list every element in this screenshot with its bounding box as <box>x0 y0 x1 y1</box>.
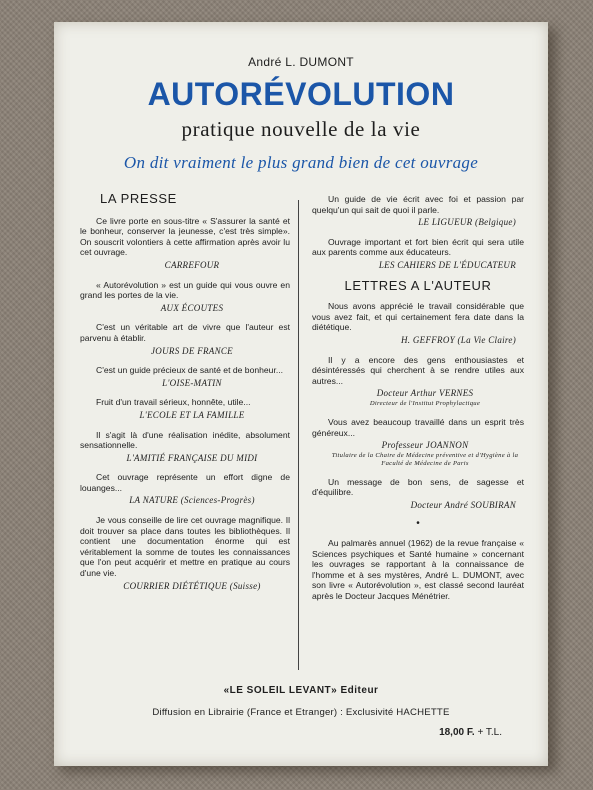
press-source: L'AMITIÉ FRANÇAISE DU MIDI <box>126 452 258 463</box>
press-heading: LA PRESSE <box>100 191 177 206</box>
press-quote: Ce livre porte en sous-titre « S'assurer la santé et le bonheur, conserver la jeunesse, c'est très simple». On souscrit volontiers à cette affirmation après avoir lu cet ouvrage. <box>80 215 290 258</box>
letter-source-block <box>326 440 524 468</box>
price-suffix: + T.L. <box>477 727 502 738</box>
press-quote: « Autorévolution » est un guide qui vous ouvre en grand les portes de la vie. <box>80 279 290 301</box>
press-source: AUX ÉCOUTES <box>160 302 224 313</box>
letter-quote: Il y a encore des gens enthousiastes et désintéressés qui cherchent à se rendre utiles aux autres... <box>312 354 524 386</box>
publisher-line: «LE SOLEIL LEVANT» Editeur <box>223 685 379 696</box>
press-quote: Ouvrage important et fort bien écrit qui sera utile aux parents comme aux éducateurs. <box>312 236 524 258</box>
letter-source: Professeur JOANNON <box>381 440 469 451</box>
letters-heading: LETTRES A L'AUTEUR <box>344 277 492 293</box>
column-divider <box>298 200 299 670</box>
press-quote: C'est un véritable art de vivre que l'auteur est parvenu à établir. <box>80 322 290 343</box>
price-tag <box>439 727 502 738</box>
press-quote: Je vous conseille de lire cet ouvrage magnifique. Il doit trouver sa place dans toutes les bibliothèques. Il contient une documentation énorme qui est véritablement la somme de toutes les connaissances que l'on peut acquérir et mettre en pratique au cours d'une vie. <box>80 515 290 579</box>
letter-quote: Un message de bon sens, de sagesse et d'équilibre. <box>312 476 524 498</box>
book-title: AUTORÉVOLUTION <box>147 76 455 112</box>
award-text: Au palmarès annuel (1962) de la revue française « Sciences psychiques et Santé humaine » concernant les ouvrages se rapportant à la connaissance de l'homme et à ses mystères, André L. DUMONT, avec son livre « Autorévolution », est classé second lauréat après le Docteur Jacques Ménétrier. <box>312 538 524 602</box>
press-quote: Il s'agit là d'une réalisation inédite, absolument sensationnelle. <box>80 429 290 451</box>
distribution-line: Diffusion en Librairie (France et Etranger) : Exclusivité HACHETTE <box>152 707 450 718</box>
press-source: L'ECOLE ET LA FAMILLE <box>139 409 245 420</box>
book-subtitle: pratique nouvelle de la vie <box>181 117 421 141</box>
bullet-separator: • <box>416 518 420 530</box>
press-source: L'OISE-MATIN <box>162 377 222 388</box>
press-source: JOURS DE FRANCE <box>151 345 233 356</box>
letter-source: Docteur André SOUBIRAN <box>410 499 516 510</box>
letter-source: Docteur Arthur VERNES <box>376 388 474 399</box>
letter-quote: Nous avons apprécié le travail considérable que vous avez fait, et qui certainement fera date dans la diététique. <box>312 301 524 333</box>
press-quote: Cet ouvrage représente un effort digne de louanges... <box>80 472 290 493</box>
press-source: CARREFOUR <box>164 259 220 270</box>
press-quote: Fruit d'un travail sérieux, honnête, utile... <box>96 397 251 408</box>
press-quote: C'est un guide précieux de santé et de bonheur... <box>96 365 284 376</box>
letter-source-title: Titulaire de la Chaire de Médecine préventive et d'Hygiène à la Faculté de Médecine de Paris <box>331 451 519 467</box>
price-value: 18,00 F. <box>439 727 475 738</box>
letter-quote: Vous avez beaucoup travaillé dans un esprit très généreux... <box>312 416 524 438</box>
book-back-cover <box>54 22 548 766</box>
press-quote: Un guide de vie écrit avec foi et passion par quelqu'un qui sait de quoi il parle. <box>312 194 524 215</box>
letter-source: H. GEFFROY (La Vie Claire) <box>400 334 516 345</box>
press-source: LES CAHIERS DE L'ÉDUCATEUR <box>378 259 516 270</box>
author-name: André L. DUMONT <box>248 55 354 69</box>
press-source: COURRIER DIÉTÉTIQUE (Suisse) <box>123 580 261 591</box>
letters-column <box>312 194 524 602</box>
letter-source-title: Directeur de l'Institut Prophylactique <box>369 399 481 407</box>
tagline: On dit vraiment le plus grand bien de cet ouvrage <box>123 153 479 172</box>
press-source: LA NATURE (Sciences-Progrès) <box>129 495 255 506</box>
press-column <box>80 191 290 600</box>
letter-source-block <box>326 388 524 408</box>
press-source: LE LIGUEUR (Belgique) <box>418 217 516 228</box>
